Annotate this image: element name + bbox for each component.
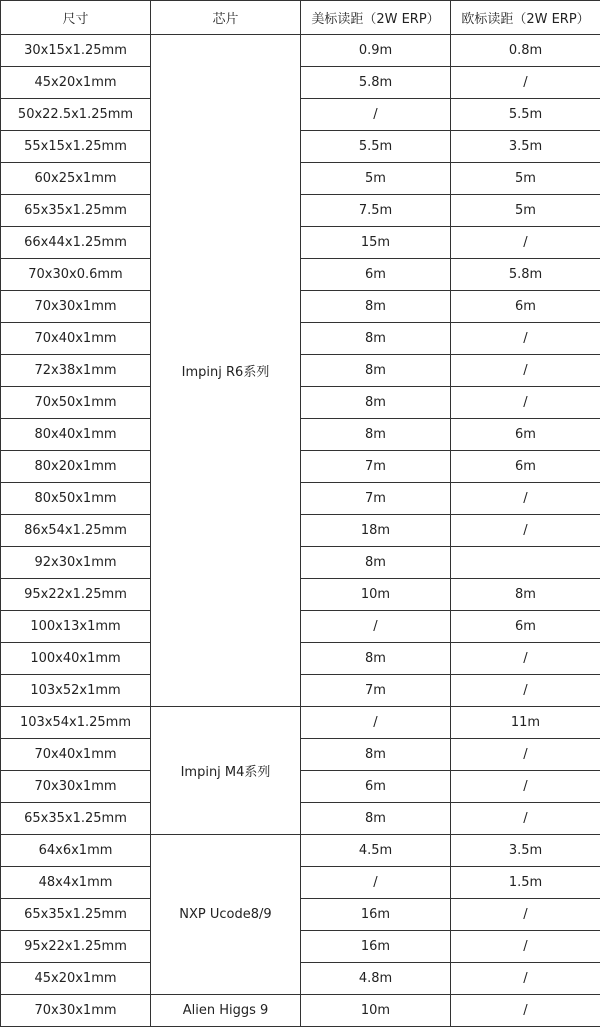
table-row	[1, 99, 600, 131]
eu-range-cell: 0.8m	[451, 35, 600, 67]
us-range-cell: 4.8m	[301, 963, 451, 995]
size-cell: 80x50x1mm	[1, 483, 151, 515]
us-range-cell: 8m	[301, 803, 451, 835]
eu-range-cell: 6m	[451, 419, 600, 451]
eu-range-cell: /	[451, 803, 600, 835]
size-cell: 70x50x1mm	[1, 387, 151, 419]
chip-cell: Alien Higgs 9	[151, 995, 301, 1027]
eu-range-cell: 6m	[451, 451, 600, 483]
header-us-range: 美标读距（2W ERP）	[301, 1, 451, 35]
us-range-cell: 5.8m	[301, 67, 451, 99]
table-row	[1, 355, 600, 387]
us-range-cell: 8m	[301, 291, 451, 323]
eu-range-cell: /	[451, 387, 600, 419]
table-row	[1, 227, 600, 259]
size-cell: 100x40x1mm	[1, 643, 151, 675]
eu-range-cell: /	[451, 227, 600, 259]
size-cell: 70x40x1mm	[1, 323, 151, 355]
table-row	[1, 867, 600, 899]
size-cell: 86x54x1.25mm	[1, 515, 151, 547]
size-cell: 65x35x1.25mm	[1, 803, 151, 835]
table-row	[1, 35, 600, 67]
us-range-cell: 0.9m	[301, 35, 451, 67]
table-row	[1, 771, 600, 803]
us-range-cell: 4.5m	[301, 835, 451, 867]
table-row	[1, 483, 600, 515]
us-range-cell: 10m	[301, 579, 451, 611]
us-range-cell: /	[301, 867, 451, 899]
table-row	[1, 195, 600, 227]
eu-range-cell: 1.5m	[451, 867, 600, 899]
table-row	[1, 67, 600, 99]
table-body	[1, 35, 600, 1027]
size-cell: 45x20x1mm	[1, 67, 151, 99]
eu-range-cell: 6m	[451, 291, 600, 323]
eu-range-cell: /	[451, 643, 600, 675]
us-range-cell: 16m	[301, 931, 451, 963]
us-range-cell: 8m	[301, 643, 451, 675]
table-row	[1, 515, 600, 547]
chip-cell: NXP Ucode8/9	[151, 835, 301, 995]
eu-range-cell: /	[451, 355, 600, 387]
eu-range-cell: 3.5m	[451, 835, 600, 867]
table-row	[1, 579, 600, 611]
header-row	[1, 1, 600, 35]
us-range-cell: 6m	[301, 259, 451, 291]
table-row	[1, 995, 600, 1027]
table-row	[1, 643, 600, 675]
size-cell: 65x35x1.25mm	[1, 899, 151, 931]
eu-range-cell: 5m	[451, 163, 600, 195]
size-cell: 65x35x1.25mm	[1, 195, 151, 227]
size-cell: 48x4x1mm	[1, 867, 151, 899]
eu-range-cell: 3.5m	[451, 131, 600, 163]
table-row	[1, 419, 600, 451]
eu-range-cell: /	[451, 675, 600, 707]
size-cell: 50x22.5x1.25mm	[1, 99, 151, 131]
header-size: 尺寸	[1, 1, 151, 35]
table-row	[1, 259, 600, 291]
us-range-cell: 10m	[301, 995, 451, 1027]
size-cell: 66x44x1.25mm	[1, 227, 151, 259]
eu-range-cell: /	[451, 483, 600, 515]
table-row	[1, 387, 600, 419]
us-range-cell: 8m	[301, 387, 451, 419]
eu-range-cell	[451, 547, 600, 579]
us-range-cell: 7.5m	[301, 195, 451, 227]
table-row	[1, 131, 600, 163]
chip-cell: Impinj R6系列	[151, 35, 301, 707]
table-row	[1, 451, 600, 483]
table-row	[1, 547, 600, 579]
table-row	[1, 739, 600, 771]
table-row	[1, 931, 600, 963]
size-cell: 70x30x1mm	[1, 771, 151, 803]
size-cell: 95x22x1.25mm	[1, 931, 151, 963]
size-cell: 92x30x1mm	[1, 547, 151, 579]
table-row	[1, 163, 600, 195]
size-cell: 103x54x1.25mm	[1, 707, 151, 739]
table-row	[1, 323, 600, 355]
eu-range-cell: /	[451, 67, 600, 99]
eu-range-cell: /	[451, 995, 600, 1027]
us-range-cell: 18m	[301, 515, 451, 547]
us-range-cell: 15m	[301, 227, 451, 259]
table-row	[1, 675, 600, 707]
eu-range-cell: 6m	[451, 611, 600, 643]
us-range-cell: 7m	[301, 451, 451, 483]
table-row	[1, 291, 600, 323]
table-row	[1, 611, 600, 643]
header-eu-range: 欧标读距（2W ERP）	[451, 1, 600, 35]
size-cell: 100x13x1mm	[1, 611, 151, 643]
us-range-cell: 5.5m	[301, 131, 451, 163]
size-cell: 60x25x1mm	[1, 163, 151, 195]
size-cell: 80x20x1mm	[1, 451, 151, 483]
us-range-cell: 5m	[301, 163, 451, 195]
us-range-cell: /	[301, 99, 451, 131]
eu-range-cell: /	[451, 771, 600, 803]
eu-range-cell: 5.5m	[451, 99, 600, 131]
us-range-cell: 7m	[301, 483, 451, 515]
eu-range-cell: /	[451, 899, 600, 931]
us-range-cell: 8m	[301, 739, 451, 771]
us-range-cell: 7m	[301, 675, 451, 707]
size-cell: 103x52x1mm	[1, 675, 151, 707]
eu-range-cell: /	[451, 515, 600, 547]
eu-range-cell: 5.8m	[451, 259, 600, 291]
size-cell: 70x30x1mm	[1, 995, 151, 1027]
size-cell: 55x15x1.25mm	[1, 131, 151, 163]
us-range-cell: 6m	[301, 771, 451, 803]
header-chip: 芯片	[151, 1, 301, 35]
table-row	[1, 803, 600, 835]
size-cell: 95x22x1.25mm	[1, 579, 151, 611]
size-cell: 72x38x1mm	[1, 355, 151, 387]
chip-cell: Impinj M4系列	[151, 707, 301, 835]
size-cell: 64x6x1mm	[1, 835, 151, 867]
eu-range-cell: 8m	[451, 579, 600, 611]
eu-range-cell: /	[451, 323, 600, 355]
us-range-cell: /	[301, 707, 451, 739]
us-range-cell: 8m	[301, 547, 451, 579]
table-row	[1, 963, 600, 995]
size-cell: 70x30x0.6mm	[1, 259, 151, 291]
us-range-cell: 16m	[301, 899, 451, 931]
size-cell: 70x40x1mm	[1, 739, 151, 771]
us-range-cell: 8m	[301, 419, 451, 451]
size-cell: 70x30x1mm	[1, 291, 151, 323]
us-range-cell: 8m	[301, 323, 451, 355]
size-cell: 80x40x1mm	[1, 419, 151, 451]
us-range-cell: /	[301, 611, 451, 643]
eu-range-cell: 11m	[451, 707, 600, 739]
us-range-cell: 8m	[301, 355, 451, 387]
eu-range-cell: /	[451, 739, 600, 771]
size-cell: 45x20x1mm	[1, 963, 151, 995]
table-row	[1, 899, 600, 931]
table-row	[1, 835, 600, 867]
eu-range-cell: /	[451, 931, 600, 963]
eu-range-cell: 5m	[451, 195, 600, 227]
table-row	[1, 707, 600, 739]
size-cell: 30x15x1.25mm	[1, 35, 151, 67]
eu-range-cell: /	[451, 963, 600, 995]
